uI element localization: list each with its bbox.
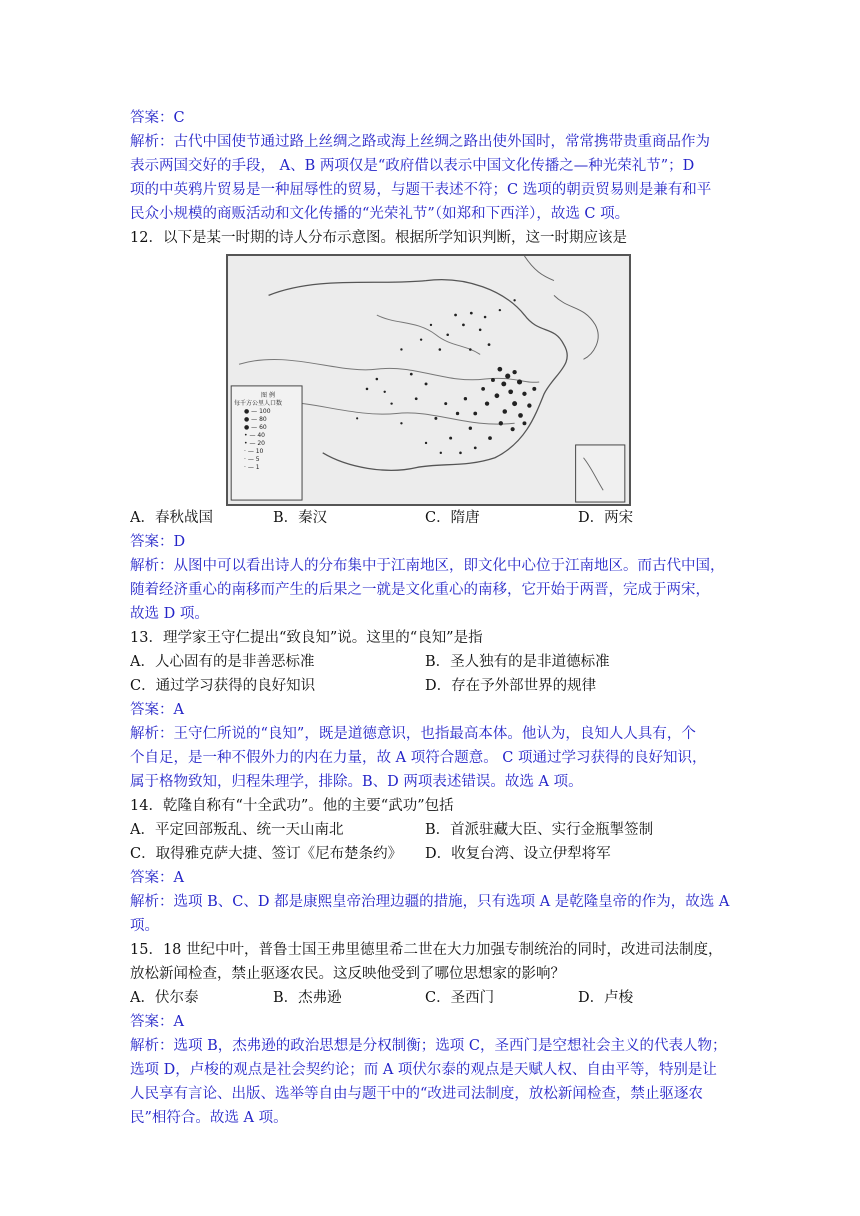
q14-options-row	[130, 818, 734, 842]
q13-option-c: C．通过学习获得的良好知识	[130, 678, 316, 694]
map-legend-item: · — 10	[244, 448, 264, 455]
q12-stem: 12．以下是某一时期的诗人分布示意图。根据所学知识判断，这一时期应该是	[130, 230, 627, 246]
q11-analysis-line: 民众小规模的商贩活动和文化传播的“光荣礼节”（如郑和下西洋），故选 C 项。	[130, 206, 630, 222]
q13-option-a: A．人心固有的是非善恶标准	[130, 654, 315, 670]
q15-option-b: B．杰弗逊	[273, 990, 342, 1006]
q13-option-d: D．存在予外部世界的规律	[425, 678, 597, 694]
map-legend-item: ● — 60	[244, 424, 267, 431]
map-legend-value: 60	[259, 424, 267, 431]
q12-option-d: D．两宋	[578, 510, 634, 526]
q12-answer: 答案：D	[130, 534, 186, 550]
q15-options	[130, 986, 734, 1010]
q13-answer: 答案：A	[130, 702, 184, 718]
q14-analysis-line: 解析：选项 B、C、D 都是康熙皇帝治理边疆的措施，只有选项 A 是乾隆皇帝的作为，故选 A	[130, 894, 730, 910]
q12-option-b: B．秦汉	[273, 510, 328, 526]
q15-stem-line: 15．18 世纪中叶，普鲁士国王弗里德里希二世在大力加强专制统治的同时，改进司法制度，	[130, 942, 723, 958]
q14-option-c: C．取得雅克萨大捷、签订《尼布楚条约》	[130, 846, 403, 862]
map-legend-value: 100	[259, 408, 271, 415]
map-legend-item: • — 40	[244, 432, 265, 439]
q15-stem-line: 放松新闻检查，禁止驱逐农民。这反映他受到了哪位思想家的影响？	[130, 966, 565, 982]
map-legend-value: 40	[257, 432, 265, 439]
map-legend-subtitle: 每千方公里人口数	[234, 400, 283, 407]
q13-analysis-line: 属于格物致知，归程朱理学，排除。B、D 两项表述错误。故选 A 项。	[130, 774, 583, 790]
q15-option-a: A．伏尔泰	[130, 990, 199, 1006]
q13-option-b: B．圣人独有的是非道德标准	[425, 654, 610, 670]
q11-answer: 答案：C	[130, 110, 185, 126]
poet-distribution-map	[226, 254, 631, 506]
q11-analysis-line: 表示两国交好的手段， A、B 两项仅是“政府借以表示中国文化传播之—种光荣礼节”；D	[130, 158, 695, 174]
q13-stem: 13．理学家王守仁提出“致良知”说。这里的“良知”是指	[130, 630, 483, 646]
q14-option-d: D．收复台湾、设立伊犁将军	[425, 846, 611, 862]
q11-analysis-line: 项的中英鸦片贸易是一种屈辱性的贸易，与题干表述不符；C 选项的朝贡贸易则是兼有和平	[130, 182, 712, 198]
q14-options-row	[130, 842, 734, 866]
q14-stem: 14．乾隆自称有“十全武功”。他的主要“武功”包括	[130, 798, 454, 814]
q15-answer: 答案：A	[130, 1014, 184, 1030]
map-legend-value: 1	[255, 464, 260, 471]
q15-option-d: D．卢梭	[578, 990, 634, 1006]
q13-options-row	[130, 674, 734, 698]
map-legend-item: · — 5	[244, 456, 260, 463]
q12-option-a: A．春秋战国	[130, 510, 213, 526]
q14-answer: 答案：A	[130, 870, 184, 886]
map-legend-title: 图 例	[261, 392, 275, 399]
map-legend-value: 20	[257, 440, 265, 447]
map-legend-item: ● — 80	[244, 416, 267, 423]
q12-map-figure	[130, 250, 734, 506]
q15-option-c: C．圣西门	[425, 990, 495, 1006]
q15-analysis-line: 民”相符合。故选 A 项。	[130, 1110, 288, 1126]
document-page	[130, 106, 734, 1130]
q12-options	[130, 506, 734, 530]
q14-option-b: B．首派驻藏大臣、实行金瓶掣签制	[425, 822, 654, 838]
map-legend-item: ● — 100	[244, 408, 271, 415]
q15-analysis-line: 人民享有言论、出版、选举等自由与题干中的“改进司法制度，放松新闻检查，禁止驱逐农	[130, 1086, 703, 1102]
q12-analysis-line: 故选 D 项。	[130, 606, 209, 622]
q12-option-c: C．隋唐	[425, 510, 480, 526]
q14-option-a: A．平定回部叛乱、统一天山南北	[130, 822, 344, 838]
q15-analysis-line: 选项 D，卢梭的观点是社会契约论；而 A 项伏尔泰的观点是天赋人权、自由平等，特别是让	[130, 1062, 717, 1078]
map-legend-item: · — 1	[244, 464, 260, 471]
q14-analysis-line: 项。	[130, 918, 159, 934]
q13-analysis-line: 解析：王守仁所说的“良知”，既是道德意识，也指最高本体。他认为，良知人人具有，个	[130, 726, 696, 742]
q13-options-row	[130, 650, 734, 674]
q12-analysis-line: 随着经济重心的南移而产生的后果之一就是文化重心的南移，它开始于两晋，完成于两宋，	[130, 582, 710, 598]
q13-analysis-line: 个自足，是一种不假外力的内在力量，故 A 项符合题意。 C 项通过学习获得的良好知识，	[130, 750, 707, 766]
q12-analysis-line: 解析：从图中可以看出诗人的分布集中于江南地区，即文化中心位于江南地区。而古代中国，	[130, 558, 725, 574]
map-legend-value: 10	[255, 448, 264, 455]
map-legend-item: • — 20	[244, 440, 265, 447]
map-legend-value: 80	[259, 416, 267, 423]
q11-analysis-line: 解析：古代中国使节通过路上丝绸之路或海上丝绸之路出使外国时，常常携带贵重商品作为	[130, 134, 710, 150]
map-legend	[234, 392, 302, 472]
q15-analysis-line: 解析：选项 B，杰弗逊的政治思想是分权制衡；选项 C，圣西门是空想社会主义的代表人物；	[130, 1038, 727, 1054]
map-legend-value: 5	[255, 456, 260, 463]
